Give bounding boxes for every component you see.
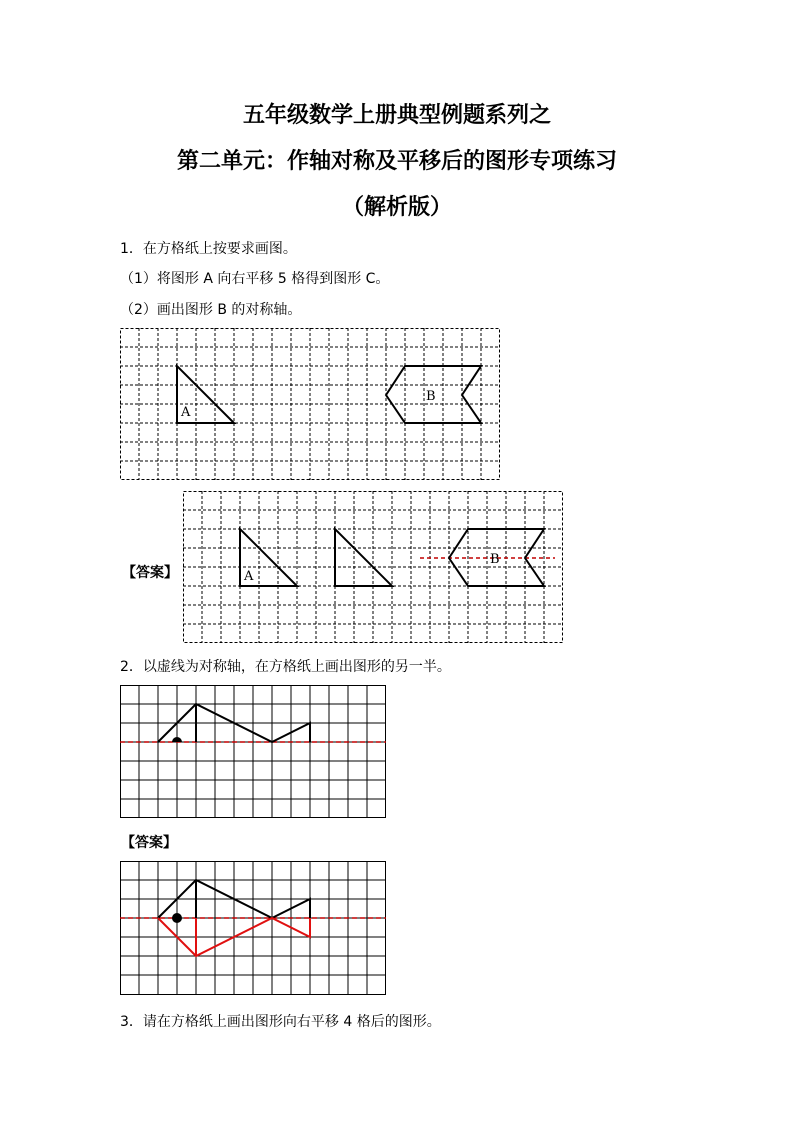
q2-answer-label: 【答案】 xyxy=(121,835,177,851)
answer-shape-c-triangle xyxy=(335,529,392,586)
q1-answer-label: 【答案】 xyxy=(122,565,178,581)
title-line-2: 第二单元：作轴对称及平移后的图形专项练习 xyxy=(176,149,617,174)
answer-fish-eye xyxy=(172,913,182,923)
shape-b-label: B xyxy=(426,389,436,404)
q3-stem: 3．请在方格纸上画出图形向右平移 4 格后的图形。 xyxy=(120,1014,441,1030)
answer-shape-b-label: B xyxy=(490,552,500,567)
q2-stem: 2．以虚线为对称轴，在方格纸上画出图形的另一半。 xyxy=(120,659,451,675)
q1-question-grid xyxy=(120,328,501,482)
shape-a-label: A xyxy=(181,405,191,420)
title-line-3: （解析版） xyxy=(341,195,452,220)
answer-shape-a-label: A xyxy=(244,569,254,584)
q1-stem: 1．在方格纸上按要求画图。 xyxy=(120,241,297,257)
q1-answer-grid xyxy=(183,491,566,644)
q1-part2: （2）画出图形 B 的对称轴。 xyxy=(120,302,302,318)
title-line-1: 五年级数学上册典型例题系列之 xyxy=(242,103,551,128)
q2-question-grid xyxy=(120,685,388,820)
q1-part1: （1）将图形 A 向右平移 5 格得到图形 C。 xyxy=(120,271,390,287)
q2-answer-grid xyxy=(120,861,388,997)
fish-eye xyxy=(172,737,182,742)
